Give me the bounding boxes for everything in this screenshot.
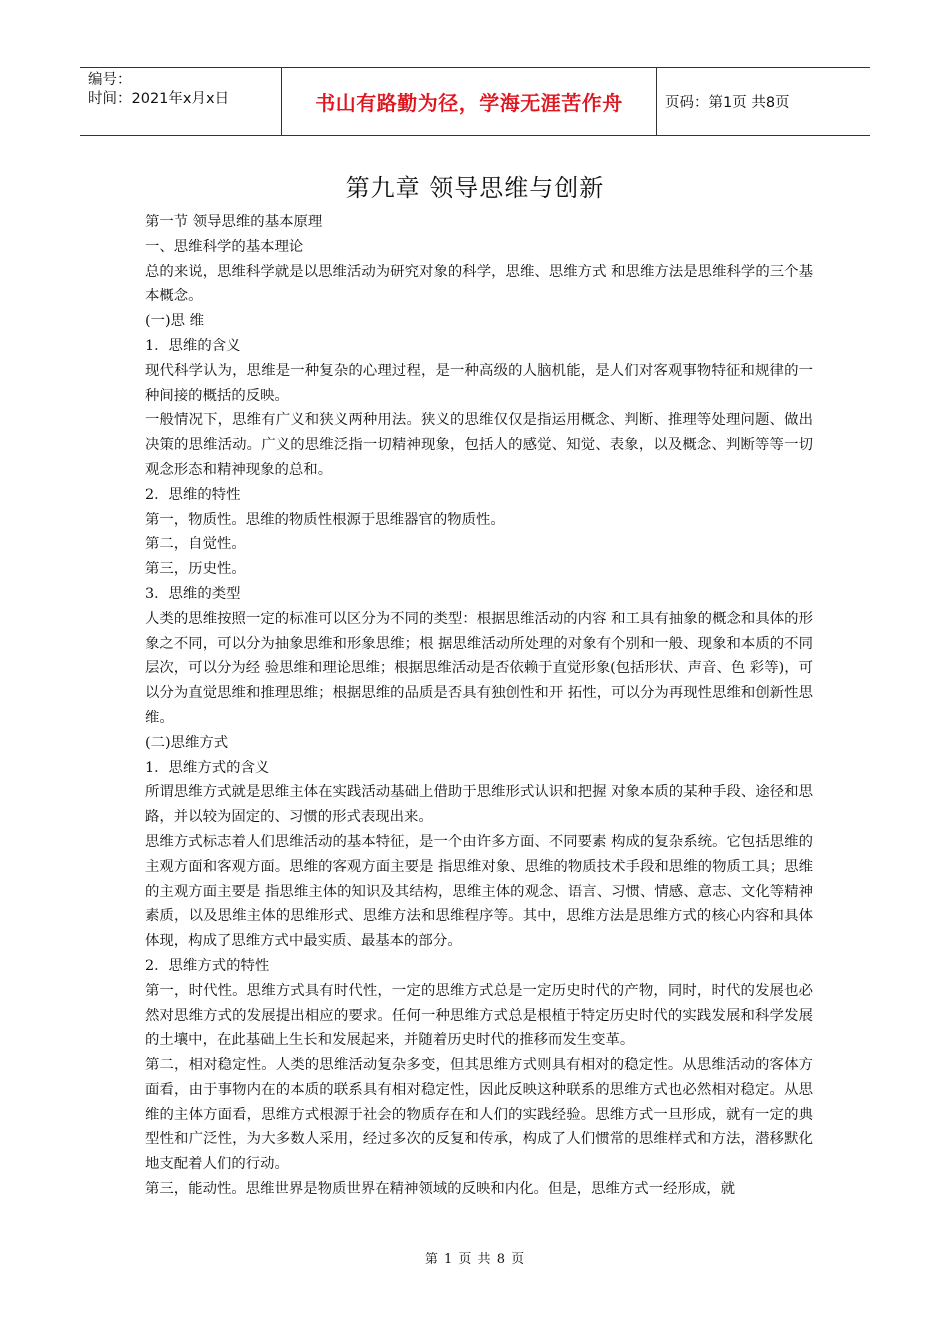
body-paragraph: 第二，相对稳定性。人类的思维活动复杂多变，但其思维方式则具有相对的稳定性。从思维活动的客体方面看，由于事物内在的本质的联系具有相对稳定性，因此反映这种联系的思维方式也必然相对稳定。从思维的主体方面看，思维方式根源于社会的物质存在和人们的实践经验。思维方式一旦形成，就有一定的典型性和广泛性，为大多数人采用，经过多次的反复和传承，构成了人们惯常的思维样式和方法，潜移默化地支配着人们的行动。 bbox=[145, 1057, 813, 1173]
page-footer: 第 1 页 共 8 页 bbox=[424, 1252, 526, 1267]
subsection-heading: (一)思 维 bbox=[145, 313, 204, 330]
item-heading: 2．思维方式的特性 bbox=[145, 957, 270, 974]
item-heading: 2．思维的特性 bbox=[145, 486, 241, 503]
body-paragraph: 所谓思维方式就是思维主体在实践活动基础上借助于思维形式认识和把握 对象本质的某种手段、途径和思路，并以较为固定的、习惯的形式表现出来。 bbox=[145, 784, 813, 826]
document-number-label: 编号： bbox=[88, 72, 132, 88]
header-page-info: 页码：第1页 共8页 bbox=[665, 95, 790, 111]
item-heading: 1．思维的含义 bbox=[145, 337, 241, 354]
chapter-title: 第九章 领导思维与创新 bbox=[345, 174, 605, 202]
document-time-label: 时间：2021年x月x日 bbox=[88, 91, 230, 107]
item-heading: 3．思维的类型 bbox=[145, 585, 241, 602]
body-paragraph: 人类的思维按照一定的标准可以区分为不同的类型：根据思维活动的内容 和工具有抽象的概念和具体的形象之不同，可以分为抽象思维和形象思维；根 据思维活动所处理的对象有个别和一般、现象和本质的不同层次，可以分为经 验思维和理论思维；根据思维活动是否依赖于直觉形象(包括形状、声音、色 彩等)，可以分为直觉思维和推理思维；根据思维的品质是否具有独创性和开 拓性，可以分为再现性思维和创新性思维。 bbox=[145, 610, 813, 726]
body-paragraph: 第三，能动性。思维世界是物质世界在精神领域的反映和内化。但是，思维方式一经形成，就 bbox=[145, 1181, 736, 1198]
header-table bbox=[80, 67, 870, 136]
body-paragraph: 总的来说，思维科学就是以思维活动为研究对象的科学，思维、思维方式 和思维方法是思维科学的三个基本概念。 bbox=[145, 263, 813, 305]
header-motto: 书山有路勤为径，学海无涯苦作舟 bbox=[282, 68, 657, 135]
body-paragraph: 一般情况下，思维有广义和狭义两种用法。狭义的思维仅仅是指运用概念、判断、推理等处理问题、做出决策的思维活动。广义的思维泛指一切精神现象，包括人的感觉、知觉、表象，以及概念、判断等等一切观念形态和精神现象的总和。 bbox=[145, 412, 813, 478]
subsection-heading: (二)思维方式 bbox=[145, 734, 229, 751]
item-heading: 1．思维方式的含义 bbox=[145, 759, 270, 776]
body-paragraph: 第二，自觉性。 bbox=[145, 536, 246, 553]
body-paragraph: 第一，物质性。思维的物质性根源于思维器官的物质性。 bbox=[145, 511, 505, 528]
body-paragraph: 思维方式标志着人们思维活动的基本特征，是一个由许多方面、不同要素 构成的复杂系统。它包括思维的主观方面和客观方面。思维的客观方面主要是 指思维对象、思维的物质技术手段和思维的物质工具；思维的主观方面主要是 指思维主体的知识及其结构，思维主体的观念、语言、习惯、情感、意志、文化等精神素质，以及思维主体的思维形式、思维方法和思维程序等。其中，思维方法是思维方式的核心内容和具体体现，构成了思维方式中最实质、最基本的部分。 bbox=[145, 833, 813, 950]
section-heading: 第一节 领导思维的基本原理 bbox=[145, 214, 323, 230]
document-body bbox=[145, 210, 813, 1202]
body-paragraph: 第三，历史性。 bbox=[145, 561, 246, 578]
body-paragraph: 第一，时代性。思维方式具有时代性，一定的思维方式总是一定历史时代的产物，同时，时代的发展也必然对思维方式的发展提出相应的要求。任何一种思维方式总是根植于特定历史时代的实践发展和科学发展的土壤中，在此基础上生长和发展起来，并随着历史时代的推移而发生变革。 bbox=[145, 982, 813, 1049]
subsection-heading: 一、思维科学的基本理论 bbox=[145, 238, 304, 255]
body-paragraph: 现代科学认为，思维是一种复杂的心理过程，是一种高级的人脑机能，是人们对客观事物特征和规律的一种间接的概括的反映。 bbox=[145, 362, 813, 404]
header-meta-cell bbox=[80, 68, 282, 135]
